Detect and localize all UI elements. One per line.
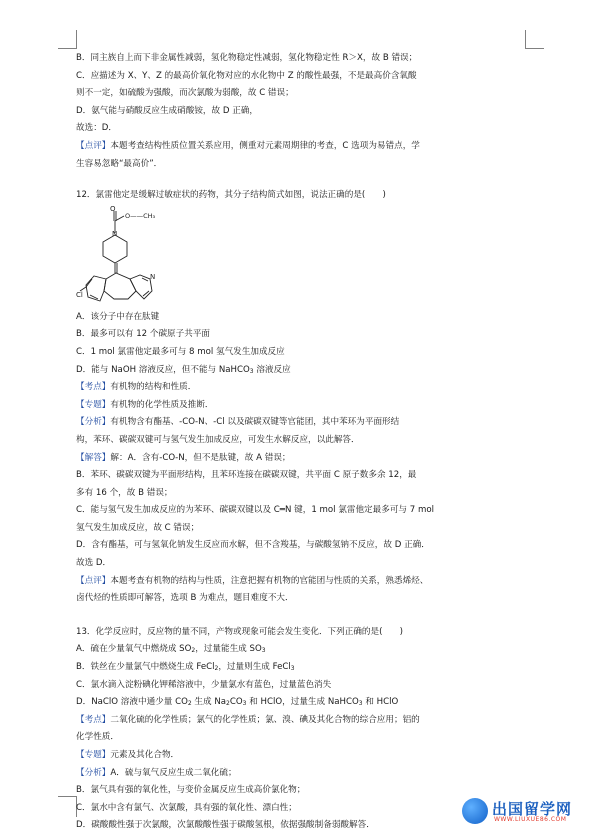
q11-option-d-analysis: D．氨气能与硝酸反应生成硝酸铵，故 D 正确， bbox=[76, 105, 258, 116]
q12-point: 【考点】有机物的结构和性质． bbox=[76, 382, 197, 393]
point-tag: 【考点】 bbox=[76, 382, 111, 393]
q12-analysis: 【分析】有机物含有酯基、‐CO‐N、‐Cl 以及碳碳双键等官能团，其中苯环为平面形结 bbox=[76, 417, 400, 428]
comment-tag: 【点评】 bbox=[76, 575, 111, 586]
piperidine-n-label: N bbox=[112, 229, 118, 238]
q12-answer: 故选 D． bbox=[76, 558, 112, 569]
molecule-diagram bbox=[76, 205, 216, 309]
q12-option-b: B．最多可以有 12 个碳原子共平面 bbox=[76, 329, 211, 340]
q12-solution-c: C．能与氢气发生加成反应的为苯环、碳碳双键以及 C═N 键，1 mol 氯雷他定最多可与 7 mol bbox=[76, 505, 434, 516]
q13-point-cont: 化学性质． bbox=[76, 732, 119, 743]
topic-tag: 【专题】 bbox=[76, 399, 111, 410]
q12-topic: 【专题】有机物的化学性质及推断． bbox=[76, 399, 214, 410]
spacer bbox=[76, 173, 528, 187]
corner-mark-top-left bbox=[58, 30, 77, 49]
q12-solution-c-cont: 氢气发生加成反应，故 C 错误； bbox=[76, 522, 200, 533]
q13-option-c: C．氯水滴入淀粉碘化钾稀溶液中，少量氯水有蓝色，过量蓝色消失 bbox=[76, 679, 332, 690]
cycloheptane-ring bbox=[104, 273, 136, 299]
q11-option-c-analysis-cont: 则不一定，如硫酸为强酸，而次氯酸为弱酸，故 C 错误； bbox=[76, 88, 294, 99]
solution-tag: 【解答】 bbox=[76, 452, 111, 463]
carbonyl-o-label: O bbox=[110, 204, 116, 213]
q13-option-a: A．硫在少量氧气中燃烧成 $SO_2$，过量能生成 $SO_3$ bbox=[76, 644, 266, 655]
globe-logo-icon bbox=[462, 798, 488, 824]
q11-answer: 故选：D． bbox=[76, 123, 117, 134]
q12-option-a: A．该分子中存在肽键 bbox=[76, 311, 160, 322]
benzene-ring bbox=[86, 276, 106, 301]
q11-comment: 【点评】本题考查结构性质位置关系应用，侧重对元素周期律的考查，C 选项为易错点，学 bbox=[76, 140, 420, 151]
q13-option-b: B．铁丝在少量氯气中燃烧生成 FeCl$_2$，过量则生成 FeCl$_3$ bbox=[76, 662, 295, 673]
corner-mark-top-right bbox=[525, 30, 544, 49]
q12-option-d: D．能与 NaOH 溶液反应，但不能与 NaHCO$_3$ 溶液反应 bbox=[76, 364, 291, 375]
spacer bbox=[76, 608, 528, 624]
watermark-title: 出国留学网 bbox=[492, 800, 573, 818]
comment-tag: 【点评】 bbox=[76, 140, 111, 151]
q12-comment-cont: 卤代烃的性质即可解答，选项 B 为难点，题目难度不大． bbox=[76, 593, 294, 604]
q11-option-c-analysis: C．应描述为 X、Y、Z 的最高价氧化物对应的水化物中 Z 的酸性最强，不是最高价含氧酸 bbox=[76, 70, 417, 81]
point-tag: 【考点】 bbox=[76, 714, 111, 725]
q13-stem: 13．化学反应时，反应物的量不同，产物或现象可能会发生变化．下列正确的是( ) bbox=[76, 626, 404, 637]
q13-point: 【考点】二氧化硫的化学性质；氯气的化学性质；氯、溴、碘及其化合物的综合应用；铝的 bbox=[76, 714, 420, 725]
watermark-url: WWW.LIUXUE86.COM bbox=[494, 816, 567, 823]
q12-solution-b-cont: 多有 16 个，故 B 错误； bbox=[76, 487, 173, 498]
corner-mark-bottom-left bbox=[58, 796, 77, 817]
q13-analysis-c: C．氯水中含有氯气、次氯酸，具有强的氧化性、漂白性； bbox=[76, 802, 297, 813]
site-watermark bbox=[462, 798, 596, 824]
q13-analysis-b: B．氯气具有强的氧化性，与变价金属反应生成高价氯化物； bbox=[76, 785, 306, 796]
q12-comment: 【点评】本题考查有机物的结构与性质，注意把握有机物的官能团与性质的关系，熟悉烯烃、 bbox=[76, 575, 429, 586]
ester-chain-label: O——CH₃ bbox=[125, 211, 156, 220]
q12-option-c: C．1 mol 氯雷他定最多可与 8 mol 氢气发生加成反应 bbox=[76, 346, 285, 357]
pyridine-n-label: N bbox=[150, 272, 156, 281]
q12-stem: 12．氯雷他定是缓解过敏症状的药物，其分子结构简式如图，说法正确的是( ) bbox=[76, 190, 386, 201]
q13-topic: 【专题】元素及其化合物． bbox=[76, 750, 180, 760]
analysis-tag: 【分析】 bbox=[76, 767, 111, 778]
q12-solution-b: B．苯环、碳碳双键为平面形结构，且苯环连接在碳碳双键，共平面 C 原子数多余 12，最 bbox=[76, 470, 417, 481]
analysis-tag: 【分析】 bbox=[76, 417, 111, 428]
q12-solution-d: D．含有酯基，可与氢氧化钠发生反应而水解，但不含羧基，与碳酸氢钠不反应，故 D 正确． bbox=[76, 540, 430, 551]
topic-tag: 【专题】 bbox=[76, 750, 111, 760]
piperidine-ring bbox=[103, 235, 127, 263]
q11-comment-cont: 生容易忽略“最高价”． bbox=[76, 158, 163, 169]
q11-option-b-analysis: B．同主族自上而下非金属性减弱，氢化物稳定性减弱，氢化物稳定性 R＞X，故 B 错误； bbox=[76, 53, 418, 63]
q13-analysis-a: 【分析】A．硫与氧气反应生成二氧化硫； bbox=[76, 767, 237, 778]
q13-analysis-d: D．碳酸酸性强于次氯酸，次氯酸酸性强于碳酸氢根，依据强酸制备弱酸解答． bbox=[76, 820, 375, 831]
pyridine-ring bbox=[130, 275, 152, 299]
q13-option-d: D．NaClO 溶液中通少量 $CO_2$ 生成 $Na_2CO_3$ 和 HClO，过量生成 NaHCO$_3$ 和 HClO bbox=[76, 697, 399, 708]
q12-solution-a: 【解答】解：A．含有‐CO‐N，但不是肽键，故 A 错误； bbox=[76, 452, 291, 463]
document-body bbox=[76, 50, 528, 835]
loratadine-structure-figure bbox=[76, 205, 528, 309]
chlorine-label: Cl bbox=[76, 290, 83, 299]
q12-analysis-cont: 构，苯环、碳碳双键可与氢气发生加成反应，可发生水解反应，以此解答． bbox=[76, 434, 360, 445]
